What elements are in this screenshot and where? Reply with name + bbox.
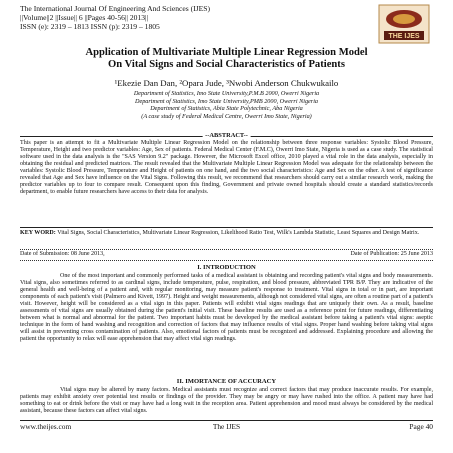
section-body-introduction (20, 273, 433, 343)
title-line-2: On Vital Signs and Social Characteristics of Patients (108, 59, 345, 70)
introduction-paragraph: One of the most important and commonly performed tasks of a medical assistant is obtaining and recording patient's vital signs and body measurements. Vital signs, also sometimes referred to as cardinal signs, include temperature, pulse, respiration, and blood pressure, abbreviated TPR B/P. They are indicative of the general health and well-being of a patient and, with regular monitoring, may measure patient's response to treatment. Vital signs in total or in part, are important components of each patient's visit (Palmero and Kivett, 1997). Height and weight measurements, although not considered vital signs, are often a routine part of a patient's visit. However, height will be considered as a vital sign in this paper. Patients will exhibit vital signs readings that are uniquely their own. As a result, baseline assessments of vital signs are usually obtained during the patient's initial visit. These baseline results are used as a reference point for future readings, differentiating between what is normal and abnormal for the patient. Two important habits must be developed by the medical assistant before taking a patient's vital signs: aseptic technique in the form of hand washing and recognition and correction of factors that may influence results of vital signs. Proper hand washing before taking vital signs will assist in preventing cross contamination of patients. Also, emotional factors of patients must be recognized and addressed. Explaining procedure and allowing the patient the opportunity to relax will ease apprehension that may affect vital sign readings. (20, 273, 433, 342)
issn-line: ISSN (e): 2319 – 1813 ISSN (p): 2319 – 1805 (20, 22, 160, 32)
keywords-block (20, 230, 433, 237)
page-footer (20, 422, 433, 432)
keywords-label: KEY WORD: (20, 230, 56, 236)
affiliation-1: Department of Statistics, Imo State University,P.M.B 2000, Owerri Nigeria (133, 90, 320, 97)
submission-date: Date of Submission: 08 June 2013, (20, 251, 105, 257)
paper-title (40, 47, 413, 71)
author-list: ¹Ekezie Dan Dan, ²Opara Jude, ³Nwobi Anderson Chukwukailo (114, 78, 339, 88)
affiliations (30, 90, 423, 120)
journal-logo (378, 4, 430, 44)
journal-header (20, 4, 360, 32)
footer-rule (20, 420, 433, 421)
keywords-rule (20, 227, 433, 228)
keywords-text: Vital Signs, Social Characteristics, Multivariate Linear Regression, Likelihood Ratio Test, Wilk's Lambda Statistic, Least Squares and Design Matrix. (57, 230, 420, 236)
abstract-label: --ABSTRACT-- (202, 132, 251, 140)
journal-name: The International Journal Of Engineering And Sciences (IJES) (20, 4, 210, 13)
footer-page-number: Page 40 (409, 422, 433, 431)
title-line-1: Application of Multivariate Multiple Linear Regression Model (85, 47, 368, 58)
affiliation-2: Department of Statistics, Imo State University,PMB 2000, Owerri Nigeria (134, 97, 319, 105)
section-heading-introduction: I. INTRODUCTION (197, 264, 256, 271)
abstract-text: This paper is an attempt to fit a Multivariate Multiple Linear Regression Model on the relationship between three response variables: Systolic Blood Pressure, Temperature, Height and two predictor variables: Age, Sex of patients. Federal Medical Center (F.M.C), Owerri Imo State, Nigeria is used as a case study. The statistical software used in the data analysis is the "SAS Version 9.2" package. However, the Microsoft Excel office, 2010 played a vital role in the data analysis, especially in obtaining the residual and predicted matrices. The result revealed that the Multivariate Multiple Linear Regression Model was adequate for the relationship between the variables: Systolic Blood Pressure, Temperature and Height of patients on one hand, and the two social characteristics: Age and Sex on the other. A test of significance revealed that Age and Sex have influence on the Vital Signs. Following this result, we recommend that researchers should carry out a similar research work, making the predictor variables up to four to compare result. Consequent upon this finding, Government and private owned hospitals should create a standard statistics/records department, to enable future researchers have access to their data for analysis. (20, 140, 433, 195)
affiliation-3: Department of Statistics, Abia State Polytechnic, Aba Nigeria (150, 105, 303, 113)
logo-text: THE IJES (388, 33, 420, 40)
dates-rule-top (20, 249, 433, 250)
publication-date: Date of Publication: 25 June 2013 (350, 251, 433, 257)
section-heading-accuracy: II. IMORTANCE OF ACCURACY (176, 378, 277, 385)
journal-logo-graphic (378, 4, 430, 44)
footer-website: www.theijes.com (20, 422, 72, 431)
dates-rule-bottom (20, 260, 433, 261)
affiliation-4: (A case study of Federal Medical Centre, Owerri Imo State, Nigeria) (141, 112, 312, 120)
footer-journal: The IJES (212, 422, 241, 431)
section-body-accuracy (20, 387, 433, 415)
volume-line: ||Volume||2 ||Issue|| 6 ||Pages 40-56|| 2013|| (20, 13, 149, 23)
accuracy-paragraph: Vital signs may be altered by many factors. Medical assistants must recognize and correct factors that may produce inaccurate results. For example, patients may exhibit anxiety over potential test results or findings of the provider. They may be angry or may have rushed into the office. A patient may have had something to eat or drink before the visit or may have had a long wait in the reception area. Patient apprehension and mood must always be considered by the medical assistant, because these factors can affect vital signs. (20, 387, 433, 414)
abstract-divider (20, 132, 433, 140)
dates-row (20, 251, 433, 259)
